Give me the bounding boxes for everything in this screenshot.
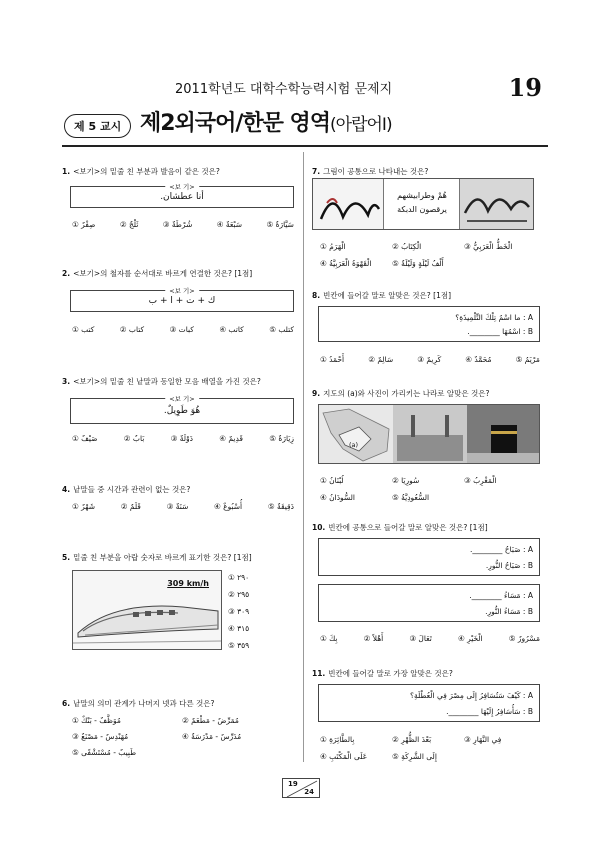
question-4 bbox=[62, 484, 190, 495]
dialog-line-a: A : ما اسْمُ تِلْكَ التِّلْمِيذَةِ؟ bbox=[455, 313, 533, 322]
option[interactable]: ③ مُهَنْدِسٌ - مَصْنَعٌ bbox=[72, 732, 129, 741]
option[interactable]: ⑤ زِيَارَةٌ bbox=[269, 434, 294, 443]
question-7 bbox=[312, 166, 428, 177]
option[interactable]: ④ ٣١٥ bbox=[228, 624, 250, 633]
options-q10 bbox=[320, 634, 540, 643]
options-q4 bbox=[72, 502, 294, 511]
question-1 bbox=[62, 166, 220, 177]
option[interactable]: ④ كاتب bbox=[219, 325, 244, 334]
calligraphy-images bbox=[312, 178, 534, 230]
example-box bbox=[70, 287, 294, 312]
page-footer bbox=[282, 778, 320, 798]
question-number: 4. bbox=[62, 485, 71, 494]
exam-title: 2011학년도 대학수학능력시험 문제지 bbox=[175, 82, 393, 97]
calligraphy-text: هُمْ وطرابيشهم يرقصون الدبكة bbox=[397, 191, 447, 214]
question-text: 지도의 (a)와 사진이 가리키는 나라로 알맞은 것은? bbox=[323, 389, 490, 398]
dialog-line-a: A : كَيْفَ سَتُسَافِرُ إِلَى مِصْرَ فِي الْعُطْلَةِ؟ bbox=[410, 691, 533, 700]
footer-page: 19 bbox=[288, 780, 298, 788]
box-label: <보 기> bbox=[165, 394, 199, 403]
dialog-line-b: B : مَسَاءُ النُّورِ. bbox=[485, 607, 533, 616]
option[interactable]: ④ السُّودَانُ bbox=[320, 493, 355, 502]
question-number: 9. bbox=[312, 389, 321, 398]
question-number: 2. bbox=[62, 269, 71, 278]
subject-sub: (아랍어Ⅰ) bbox=[330, 115, 392, 135]
option[interactable]: ③ فِي النَّهَارِ bbox=[464, 735, 502, 744]
option[interactable]: ④ سَبْعَةٌ bbox=[216, 220, 243, 229]
option[interactable]: ③ سَنَةٌ bbox=[166, 502, 189, 511]
option[interactable]: ③ الْخَطُّ الْعَرَبِيُّ bbox=[464, 242, 513, 251]
options-q2 bbox=[72, 325, 294, 334]
example-box bbox=[70, 183, 294, 208]
dialog-line-b: B : اسْمُهَا ________. bbox=[467, 327, 533, 336]
question-number: 3. bbox=[62, 377, 71, 386]
subject-main: 제2외국어/한문 영역 bbox=[140, 111, 331, 136]
question-number: 8. bbox=[312, 291, 321, 300]
option[interactable]: ④ أُسْبُوعٌ bbox=[214, 502, 243, 511]
option[interactable]: ⑤ أَلْفُ لَيْلَةٍ وَلَيْلَةٌ bbox=[392, 259, 444, 268]
option[interactable]: ① لُبْنَانُ bbox=[320, 476, 344, 485]
dialog-line-b: B : صَبَاحُ النُّورِ. bbox=[485, 561, 533, 570]
example-text: ك + ت + ا + ب bbox=[148, 296, 216, 306]
dialog-line-a: A : مَسَاءُ ________. bbox=[469, 591, 533, 600]
option[interactable]: ① صَيْفٌ bbox=[72, 434, 98, 443]
option[interactable]: ② مُمَرِّضٌ - مَطْعَمٌ bbox=[182, 716, 239, 725]
options-q9 bbox=[320, 476, 540, 502]
page-number: 19 bbox=[508, 73, 542, 102]
options-q6 bbox=[72, 716, 294, 757]
option[interactable]: ③ كبات bbox=[169, 325, 194, 334]
footer-total: 24 bbox=[304, 788, 314, 796]
option[interactable]: ① بِالطَّائِرَةِ bbox=[320, 735, 355, 744]
option[interactable]: ⑤ مَسْرُورٌ bbox=[508, 634, 540, 643]
question-number: 6. bbox=[62, 699, 71, 708]
option[interactable]: ② قَلَمٌ bbox=[120, 502, 141, 511]
option[interactable]: ④ عَلَى الْمَكْتَبِ bbox=[320, 752, 368, 761]
option[interactable]: ④ مُدَرِّسٌ - مَدْرَسَةٌ bbox=[182, 732, 242, 741]
question-3 bbox=[62, 376, 261, 387]
speed-label: 309 km/h bbox=[167, 579, 209, 588]
option[interactable]: ⑤ سَيَّارَةٌ bbox=[266, 220, 294, 229]
option[interactable]: ③ شُرْطَةٌ bbox=[162, 220, 193, 229]
option[interactable]: ② سَالِمٌ bbox=[368, 355, 394, 364]
example-box bbox=[70, 395, 294, 424]
question-10 bbox=[312, 522, 488, 533]
option[interactable]: ③ ٣٠٩ bbox=[228, 607, 250, 616]
example-text: هُوَ طَوِيلٌ. bbox=[163, 406, 201, 416]
option[interactable]: ⑤ السُّعُودِيَّةُ bbox=[392, 493, 430, 502]
option[interactable]: ② سُورِيَا bbox=[392, 476, 420, 485]
options-q5 bbox=[228, 573, 249, 650]
question-2 bbox=[62, 268, 252, 279]
question-text: 밑줄 친 부분을 아랍 숫자로 바르게 표기한 것은? [1점] bbox=[73, 553, 252, 562]
options-q7 bbox=[320, 242, 540, 268]
question-text: 그림이 공통으로 나타내는 것은? bbox=[323, 167, 429, 176]
question-text: <보기>의 밑줄 친 낱말과 동일한 모음 배열을 가진 것은? bbox=[73, 377, 261, 386]
option[interactable]: ⑤ كتلب bbox=[269, 325, 294, 334]
option[interactable]: ⑤ إِلَى الشَّرِكَةِ bbox=[392, 752, 437, 761]
option[interactable]: ④ قَدِيمٌ bbox=[219, 434, 244, 443]
option[interactable]: ② بَعْدَ الظُّهْرِ bbox=[392, 735, 432, 744]
option[interactable]: ① كتب bbox=[72, 325, 95, 334]
question-5 bbox=[62, 552, 252, 563]
question-text: 빈칸에 공통으로 들어갈 말로 알맞은 것은? [1점] bbox=[328, 523, 488, 532]
option[interactable]: ① بِكَ bbox=[320, 634, 338, 643]
option[interactable]: ① أَحْمَدُ bbox=[320, 355, 345, 364]
question-number: 1. bbox=[62, 167, 71, 176]
option[interactable]: ② بَابٌ bbox=[123, 434, 145, 443]
option[interactable]: ① الْهَرَمُ bbox=[320, 242, 346, 251]
options-q8 bbox=[320, 355, 540, 364]
dialog-box-1 bbox=[318, 538, 540, 576]
question-6 bbox=[62, 698, 215, 709]
option[interactable]: ⑤ مَرْيَمُ bbox=[515, 355, 540, 364]
options-q1 bbox=[72, 220, 294, 229]
dialog-box-2 bbox=[318, 584, 540, 622]
dialog-box bbox=[318, 684, 540, 722]
question-text: 낱말의 의미 관계가 나머지 넷과 다른 것은? bbox=[73, 699, 215, 708]
dialog-line-a: A : صَبَاحُ ________. bbox=[470, 545, 533, 554]
options-q3 bbox=[72, 434, 294, 443]
option[interactable]: ④ الْقَهْوَةُ الْعَرَبِيَّةُ bbox=[320, 259, 372, 268]
option[interactable]: ② ٢٩٥ bbox=[228, 590, 250, 599]
map-illustration bbox=[319, 405, 540, 464]
train-image bbox=[72, 570, 222, 650]
question-8 bbox=[312, 290, 451, 301]
option[interactable]: ⑤ طَبِيبٌ - مُسْتَشْفًى bbox=[72, 748, 137, 757]
option[interactable]: ② الْكِتَابُ bbox=[392, 242, 422, 251]
option[interactable]: ① شَهْرٌ bbox=[72, 502, 95, 511]
question-text: <보기>의 철자를 순서대로 바르게 연결한 것은? [1점] bbox=[73, 269, 253, 278]
dialog-line-b: B : سَأُسَافِرُ إِلَيْهَا ________. bbox=[446, 707, 533, 716]
map-and-photos bbox=[318, 404, 540, 464]
dialog-box bbox=[318, 306, 540, 342]
map-label: (a) bbox=[349, 441, 359, 449]
question-number: 5. bbox=[62, 553, 71, 562]
question-11 bbox=[312, 668, 453, 679]
option[interactable]: ② كتاب bbox=[119, 325, 145, 334]
question-number: 11. bbox=[312, 669, 326, 678]
question-text: 빈칸에 들어갈 말로 가장 알맞은 것은? bbox=[328, 669, 453, 678]
box-label: <보 기> bbox=[165, 286, 199, 295]
period-badge: 제 5 교시 bbox=[64, 114, 131, 138]
question-text: 낱말들 중 시간과 관련이 없는 것은? bbox=[73, 485, 191, 494]
question-text: 빈칸에 들어갈 말로 알맞은 것은? [1점] bbox=[323, 291, 452, 300]
option[interactable]: ② ثَلْجٌ bbox=[119, 220, 139, 229]
option[interactable]: ③ تَعَالَ bbox=[409, 634, 432, 643]
option[interactable]: ④ الْخَيْرِ bbox=[457, 634, 483, 643]
option[interactable]: ⑤ دَقِيقَةٌ bbox=[267, 502, 294, 511]
box-label: <보 기> bbox=[165, 182, 199, 191]
option[interactable]: ① مُوَظَّفٌ - بَنْكٌ bbox=[72, 716, 121, 725]
option[interactable]: ④ مُحَمَّدٌ bbox=[465, 355, 492, 364]
question-number: 10. bbox=[312, 523, 326, 532]
header-rule bbox=[62, 145, 548, 147]
question-9 bbox=[312, 388, 489, 399]
question-text: <보기>의 밑줄 친 부분과 발음이 같은 것은? bbox=[73, 167, 220, 176]
option[interactable]: ① ٢٩٠ bbox=[228, 573, 250, 582]
option[interactable]: ③ الْمَغْرِبُ bbox=[464, 476, 497, 485]
column-divider bbox=[303, 152, 304, 762]
option[interactable]: ③ كَرِيمٌ bbox=[417, 355, 442, 364]
subject-title bbox=[140, 106, 392, 137]
option[interactable]: ② أَهْلاً bbox=[363, 634, 384, 643]
option[interactable]: ① صِفْرٌ bbox=[72, 220, 96, 229]
option[interactable]: ③ دَوْلَةٌ bbox=[170, 434, 194, 443]
question-number: 7. bbox=[312, 167, 321, 176]
options-q11 bbox=[320, 735, 540, 761]
option[interactable]: ⑤ ٣٥٩ bbox=[228, 641, 250, 650]
example-text: أنا عطشان. bbox=[160, 192, 204, 202]
